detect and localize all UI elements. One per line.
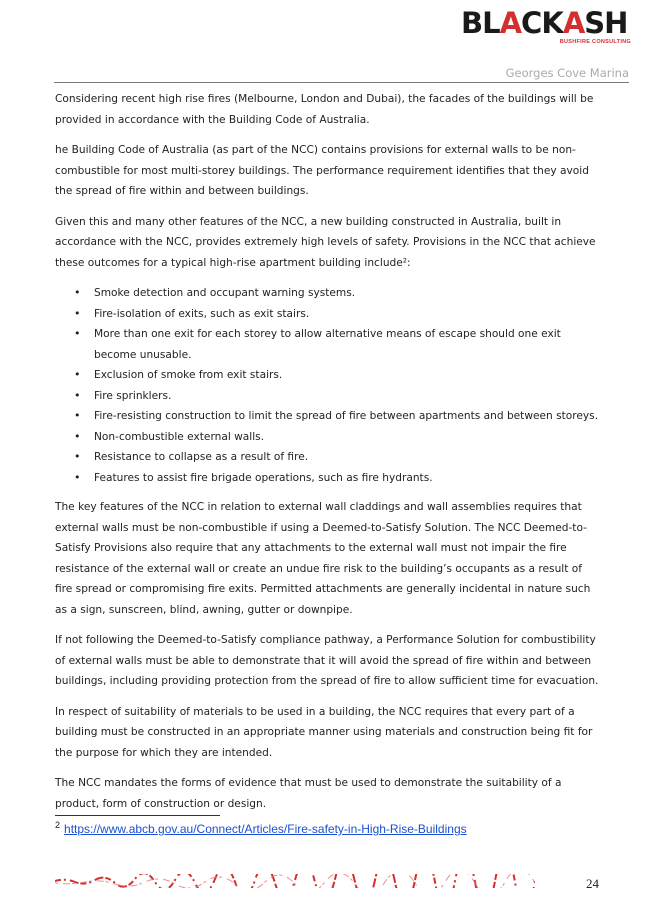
footnote-divider: [55, 815, 220, 816]
list-item: • Fire-isolation of exits, such as exit stairs.: [55, 304, 600, 325]
bullet-icon: •: [74, 388, 81, 402]
list-item: • Fire-resisting construction to limit the spread of fire between apartments and between storeys.: [55, 406, 600, 427]
paragraph: In respect of suitability of materials to be used in a building, the NCC requires that every part of a building must be constructed in an appropriate manner using materials and construction being fit for the purpose for which they are intended.: [55, 705, 593, 759]
body-text: [55, 89, 600, 824]
footnote-marker: 2: [55, 820, 61, 830]
page-number: 24: [586, 876, 599, 891]
bullet-icon: •: [74, 429, 81, 443]
list-item: • Features to assist fire brigade operations, such as fire hydrants.: [55, 468, 600, 489]
bullet-icon: •: [74, 286, 81, 299]
list-item: • Fire sprinklers.: [55, 386, 600, 407]
bullet-icon: •: [74, 306, 81, 320]
paragraph: Given this and many other features of the NCC, a new building constructed in Australia, built in accordance with the NCC, provides extremely high levels of safety. Provisions in the NCC that achieve these outcomes for a typical high-rise apartment building include²:: [55, 215, 596, 269]
paragraph: he Building Code of Australia (as part of the NCC) contains provisions for external walls to be non-combustible for most multi-storey buildings. The performance requirement identifies that they avoid the spread of fire within and between buildings.: [55, 144, 589, 197]
list-item: • Smoke detection and occupant warning systems.: [55, 283, 600, 304]
logo-tagline: BUSHFIRE CONSULTING: [559, 39, 631, 45]
paragraph: The NCC mandates the forms of evidence that must be used to demonstrate the suitability of a product, form of construction or design.: [55, 777, 562, 810]
logo-wordmark: BLACKASH: [461, 6, 628, 40]
paragraph: The key features of the NCC in relation to external wall claddings and wall assemblies requires that external walls must be non-combustible if using a Deemed-to-Satisfy Solution. The NCC Deemed-to-Satisfy Provisions also require that any attachments to the external wall must not impair the fire resistance of the external wall or create an undue fire risk to the building’s occupants as a result of fire spread or compromising fire exits. Permitted attachments are generally incidental in nature such as a sign, sunscreen, blind, awning, gutter or downpipe.: [55, 501, 591, 616]
header-divider: [54, 82, 629, 83]
bullet-icon: •: [74, 450, 81, 463]
paragraph: If not following the Deemed-to-Satisfy compliance pathway, a Performance Solution for combustibility of external walls must be able to demonstrate that it will avoid the spread of fire within and between buildings, including providing protection from the spread of fire to allow sufficient time for evacuation.: [55, 634, 599, 687]
list-item: • Resistance to collapse as a result of fire.: [55, 447, 600, 468]
footnote-link[interactable]: https://www.abcb.gov.au/Connect/Articles/Fire-safety-in-High-Rise-Buildings: [64, 822, 467, 836]
list-item: • Non-combustible external walls.: [55, 427, 600, 448]
paragraph: Considering recent high rise fires (Melbourne, London and Dubai), the facades of the buildings will be provided in accordance with the Building Code of Australia.: [55, 93, 594, 126]
provisions-list: [55, 283, 600, 488]
bullet-icon: •: [74, 327, 81, 340]
list-item: • Exclusion of smoke from exit stairs.: [55, 365, 600, 386]
bullet-icon: •: [74, 470, 81, 484]
project-name: Georges Cove Marina: [505, 66, 629, 80]
footnote: [55, 820, 467, 836]
footer-decorative-line-icon: [55, 874, 535, 888]
list-item: • More than one exit for each storey to allow alternative means of escape should one exit become unusable.: [55, 324, 600, 365]
blackash-logo: [461, 8, 633, 46]
bullet-icon: •: [74, 409, 81, 422]
bullet-icon: •: [74, 368, 81, 381]
